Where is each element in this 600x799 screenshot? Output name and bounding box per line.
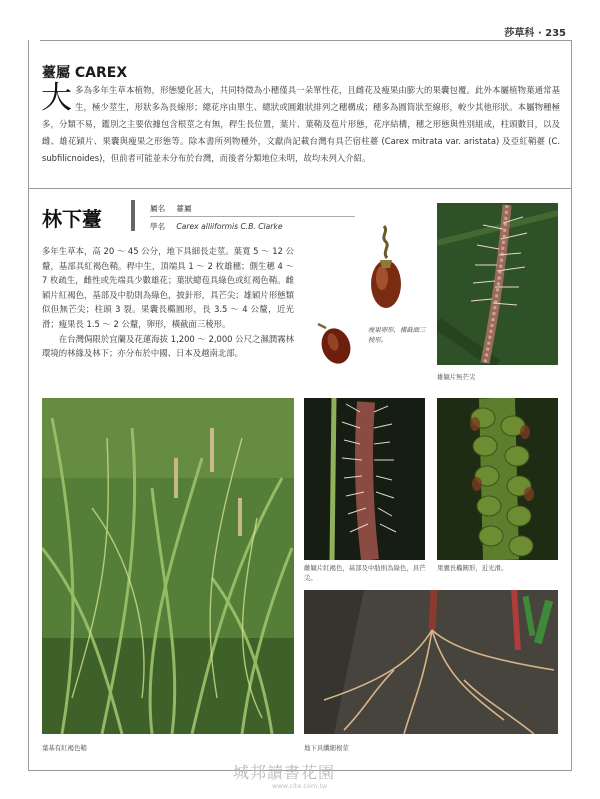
- male-spike-caption: 雄穎片無芒尖: [437, 373, 476, 381]
- genus-title: 薹屬 CAREX: [42, 65, 128, 81]
- scientific-meta: [150, 221, 283, 232]
- genus-divider: [28, 188, 572, 189]
- publisher-watermark: 城邦讀書花園: [233, 763, 336, 782]
- achene-photo-bottom: [314, 318, 354, 368]
- frame-left: [28, 40, 29, 770]
- male-spike-photo: [437, 203, 558, 365]
- header-rule: [40, 40, 572, 41]
- genus-meta: [150, 203, 192, 214]
- female-spike-caption: 雌穎片紅褐色，基部及中肋則為綠色，具芒尖。: [304, 564, 426, 582]
- genus-value: 薹屬: [176, 204, 192, 213]
- desc-paragraph-2: 在台灣侷限於宜蘭及花蓮海拔 1,200 ～ 2,000 公尺之濕潤霧林環境的林緣及林下；亦分布於中國、日本及越南北部。: [42, 333, 294, 359]
- genus-description: [42, 82, 560, 167]
- stolon-caption: 地下具纖細根莖: [304, 744, 349, 752]
- meta-divider: [150, 216, 355, 217]
- habit-caption: 葉基有紅褐色鞘: [42, 744, 87, 752]
- habit-photo: [42, 398, 294, 734]
- achene-caption: 瘦果卵形，橫截面三稜形。: [368, 326, 426, 344]
- sci-label: 學名: [150, 222, 166, 231]
- page-header: 莎草科 · 235: [504, 28, 566, 39]
- title-accent-bar: [131, 200, 135, 231]
- female-spike-photo: [304, 398, 425, 560]
- species-description: [42, 244, 294, 361]
- utricle-caption: 果囊長橢圓形，近光滑。: [437, 564, 508, 572]
- sci-value: Carex alliiformis C.B. Clarke: [176, 222, 283, 231]
- genus-body-text: 多為多年生草本植物，形態變化甚大，共同特徵為小穗僅具一朵單性花，且雌花及瘦果由膨大的果囊包覆。此外本屬植物葉通常基生，極少莖生，形狀多為長線形；總花序由單生、總狀或圓錐狀排列之穗構成；穗多為圓筒狀至線形，較少其他形狀。本屬物種極多，分類不易，鑑別之主要依據包含根莖之有無，稈生長位置，葉片、葉鞘及苞片形態，花序結構，穗之形態與性別組成，柱頭數目，以及雌、雄花穎片、果囊與瘦果之形態等。除本書所列物種外，文獻尚記載台灣有具芒宿柱薹 (Carex mitrata var. aristata) 及亞紅鞘薹 (C. subfilicnoides)，但前者可能並未分布於台灣，而後者分類地位未明，故均未列入介紹。: [42, 85, 560, 163]
- species-title: 林下薹: [42, 207, 102, 231]
- stolon-photo: [304, 590, 558, 734]
- frame-right: [571, 40, 572, 770]
- achene-photo-top: [362, 224, 404, 312]
- utricle-photo: [437, 398, 558, 560]
- desc-paragraph-1: 多年生草本，高 20 ～ 45 公分，地下具細長走莖。葉寬 5 ～ 12 公釐，基部具紅褐色鞘。稈中生，頂端具 1 ～ 2 枚雄穗；側生穗 4 ～ 7 枚疏生，雌性或先端具少數雄花；葉狀總苞具綠色或紅褐色鞘。雌穎片紅褐色，基部及中肋則為綠色，披針形，具芒尖；雄穎片形態類似但無芒尖；柱頭 3 裂。果囊長橢圓形，長 3.5 ～ 4 公釐，近光滑；瘦果長 1.5 ～ 2 公釐，卵形，橫截面三稜形。: [42, 246, 294, 329]
- dropcap: 大: [41, 80, 72, 116]
- genus-label: 屬名: [150, 204, 166, 213]
- publisher-url: www.cite.com.tw: [272, 782, 328, 790]
